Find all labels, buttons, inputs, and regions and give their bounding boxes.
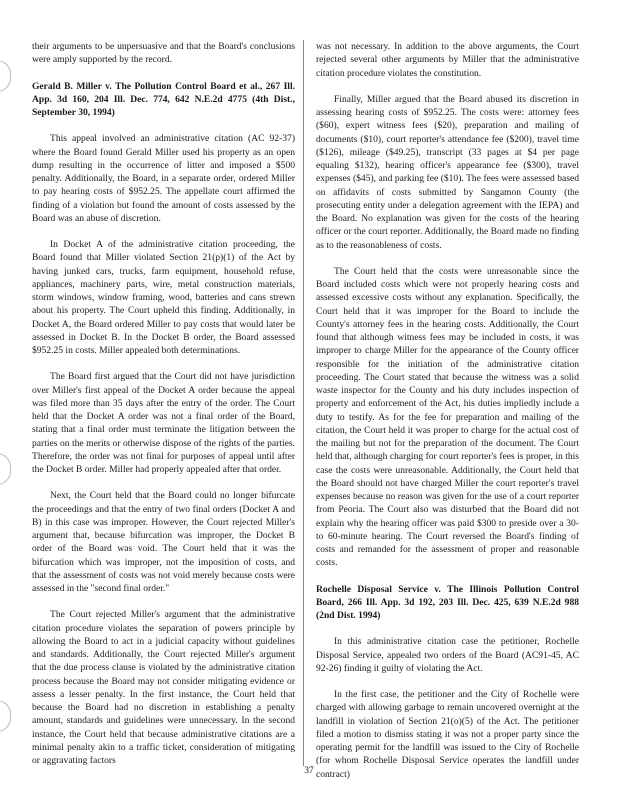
page-number: 37 [304, 766, 314, 776]
binder-hole-mark [0, 700, 11, 732]
paragraph: In Docket A of the administrative citation proceeding, the Board found that Miller violated Section 21(p)(1) of the Act by having junked cars, trucks, farm equipment, household refuse, appliances, machinery parts, wire, metal construction materials, storm windows, window framing, wood, batteries and cans strewn about his property. The Court upheld this finding. Additionally, in Docket A, the Board ordered Miller to pay costs that would later be assessed in Docket B. In the Docket B order, the Board assessed $952.25 in costs. Miller appealed both determinations. [32, 239, 295, 356]
paragraph: This appeal involved an administrative citation (AC 92-37) where the Board found Gerald Miller used his property as an open dump resulting in the occurrence of litter and imposed a $500 penalty. Additionally, the Board, in a separate order, ordered Miller to pay hearing costs of $952.25. The appellate court affirmed the finding of a violation but found the amount of costs assessed by the Board was an abuse of discretion. [32, 133, 295, 224]
paragraph: was not necessary. In addition to the above arguments, the Court rejected several other arguments by Miller that the administrative citation procedure violates the constitution. [316, 41, 579, 79]
right-column [316, 40, 579, 794]
column-divider [303, 40, 304, 766]
case-heading: Rochelle Disposal Service v. The Illinois Pollution Control Board, 266 Ill. App. 3d 192, 203 Ill. Dec. 425, 639 N.E.2d 988 (2nd Dist. 1994) [316, 583, 579, 621]
paragraph: The Court held that the costs were unreasonable since the Board included costs which were not properly hearing costs and assessed excessive costs without any explanation. Specifically, the Court held that it was improper for the Board to include the County's attorney fees in the hearing costs. Additionally, the Court found that although witness fees may be included in costs, it was improper to charge Miller for the appearance of the County officer responsible for the initiation of the administrative citation proceeding. The Court stated that because the witness was a solid waste inspector for the County and his duty includes inspection of property and enforcement of the Act, his duties impliedly include a duty to testify. As for the fee for preparation and mailing of the citation, the Court held it was proper to charge for the actual cost of the mailing but not for the preparation of the document. The Court held that, although charging for court reporter's fees is proper, in this case the costs were unreasonable. Additionally, the Court held that the Board should not have charged Miller the court reporter's travel expenses because no reason was given for the use of a court reporter from Peoria. The Court also was disturbed that the Board did not explain why the hearing officer was paid $300 to preside over a 30- to 60-minute hearing. The Court reversed the Board's finding of costs and remanded for the assessment of proper and reasonable costs. [316, 265, 579, 569]
left-column [32, 40, 295, 780]
paragraph: The Board first argued that the Court did not have jurisdiction over Miller's first appeal of the Docket A order because the appeal was filed more than 35 days after the entry of the order. The Court held that the Docket A order was not a final order of the Board, stating that a final order must terminate the litigation between the parties on the merits or otherwise dispose of the rights of the parties. Therefore, the order was not final for purposes of appeal until after the Docket B order. Miller had properly appealed after that order. [32, 371, 295, 475]
paragraph: In the first case, the petitioner and the City of Rochelle were charged with allowing garbage to remain uncovered overnight at the landfill in violation of Section 21(o)(5) of the Act. The petitioner filed a motion to dismiss stating it was not a proper party since the operating permit for the landfill was issued to the City of Rochelle (for whom Rochelle Disposal Service operates the landfill under contract) [316, 689, 579, 780]
binder-hole-mark [0, 60, 11, 92]
paragraph: Finally, Miller argued that the Board abused its discretion in assessing hearing costs of $952.25. The costs were: attorney fees ($60), expert witness fees ($20), preparation and mailing of documents ($10), court reporter's attendance fee ($200), travel time ($126), mileage ($49.25), transcript (33 pages at $4 per page equaling $132), hearing officer's appearance fee ($300), travel expenses ($45), and parking fee ($10). The fees were assessed based on affidavits of costs submitted by Sangamon County (the prosecuting entity under a delegation agreement with the IEPA) and the Board. No explanation was given for the costs of the hearing officer or the court reporter. Additionally, the Board made no finding as to the reasonableness of costs. [316, 93, 579, 251]
paragraph: In this administrative citation case the petitioner, Rochelle Disposal Service, appealed two orders of the Board (AC91-45, AC 92-26) finding it guilty of violating the Act. [316, 636, 579, 674]
paragraph: their arguments to be unpersuasive and that the Board's conclusions were amply supported by the record. [32, 41, 295, 66]
binder-hole-mark [0, 453, 11, 485]
paragraph: The Court rejected Miller's argument that the administrative citation procedure violates the separation of powers principle by allowing the Board to act in a judicial capacity without guidelines and standards. Additionally, the Court rejected Miller's argument that the due process clause is violated by the administrative citation process because the Board may not consider mitigating evidence or assess a lesser penalty. In the first instance, the Court held that because the Board had no discretion in establishing a penalty amount, standards and guidelines were unnecessary. In the second instance, the Court held that because administrative citations are a minimal penalty akin to a traffic ticket, consideration of mitigating or aggravating factors [32, 609, 295, 766]
case-heading: Gerald B. Miller v. The Pollution Control Board et al., 267 Ill. App. 3d 160, 204 Ill. Dec. 774, 642 N.E.2d 4775 (4th Dist., September 30, 1994) [32, 80, 295, 118]
paragraph: Next, the Court held that the Board could no longer bifurcate the proceedings and that the entry of two final orders (Docket A and B) in this case was improper. However, the Court rejected Miller's argument that, because bifurcation was improper, the Docket B order of the Board was void. The Court held that it was the bifurcation which was improper, not the imposition of costs, and that the assessment of costs was not void merely because costs were assessed in the "second final order." [32, 490, 295, 594]
